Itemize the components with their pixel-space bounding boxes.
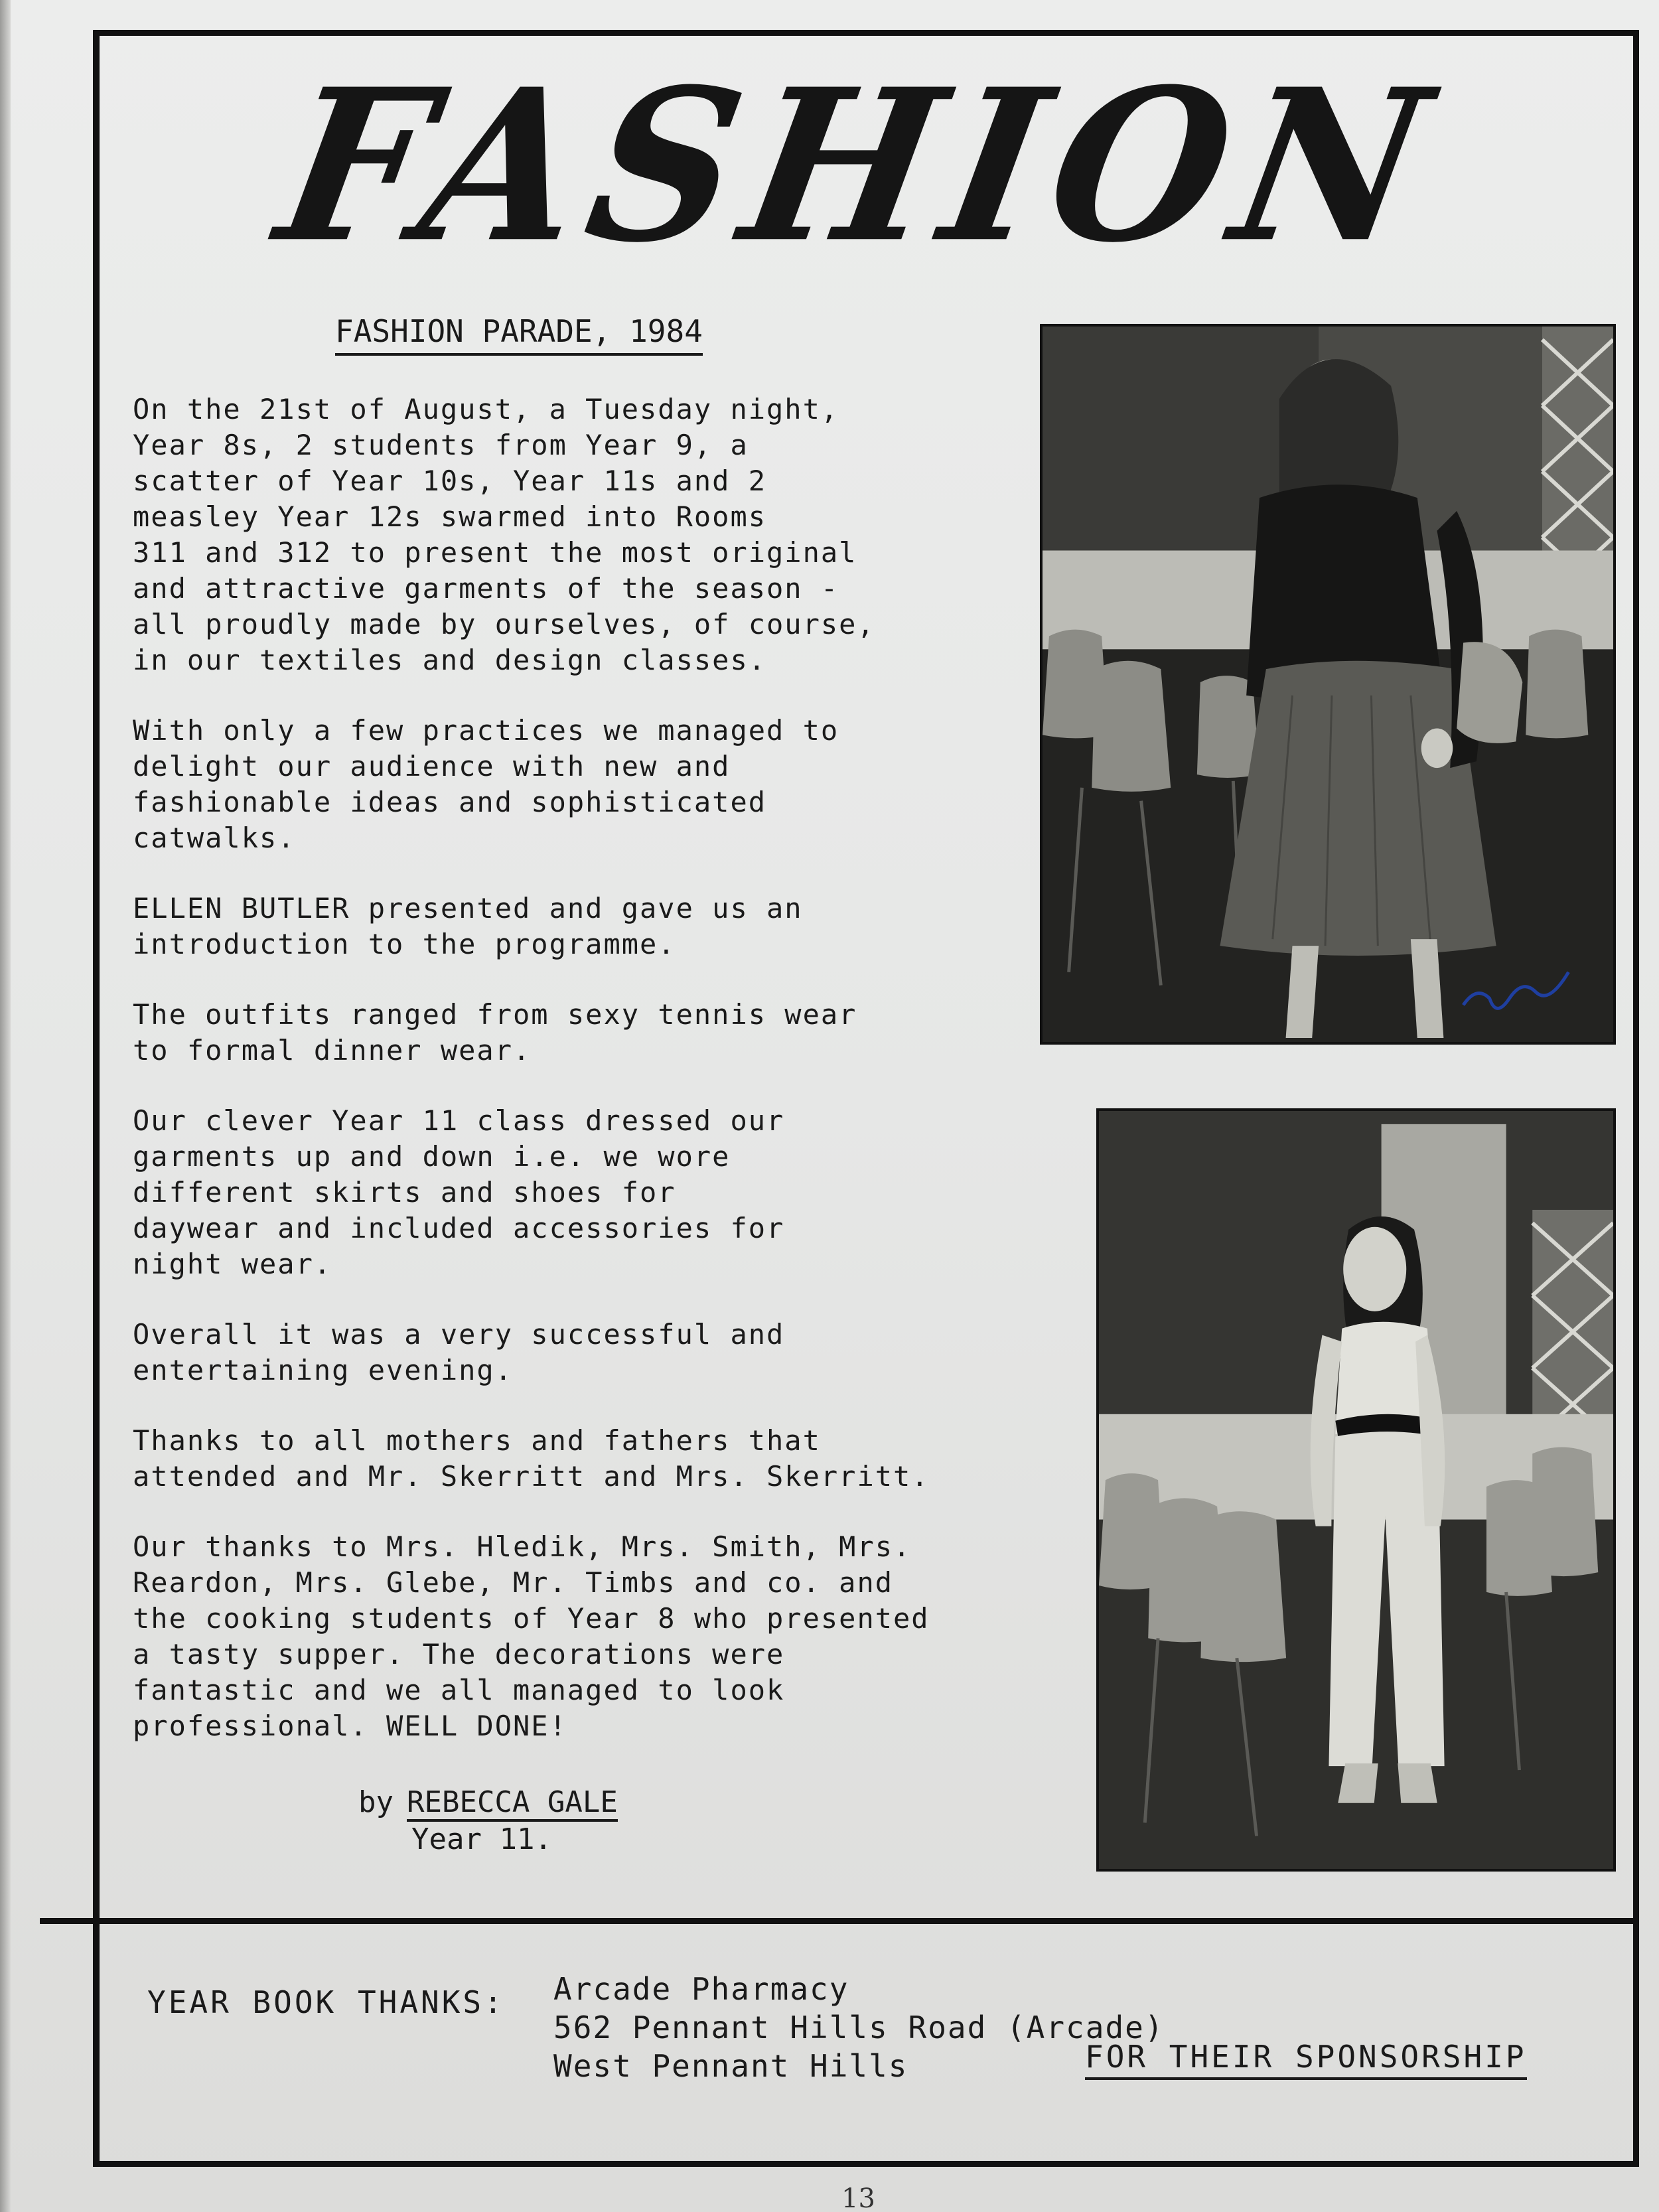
sponsor-suburb: West Pennant Hills [553, 2048, 908, 2084]
sponsor-street: 562 Pennant Hills Road (Arcade) [553, 2010, 1165, 2045]
article-paragraph: Overall it was a very successful and entertaining evening. [133, 1318, 785, 1386]
article-paragraph: Thanks to all mothers and fathers that attended and Mr. Skerritt and Mrs. Skerritt. [133, 1424, 930, 1493]
byline-author: REBECCA GALE [407, 1785, 618, 1822]
byline-prefix: by [358, 1785, 394, 1819]
binding-spine [0, 0, 11, 2212]
article-subtitle: FASHION PARADE, 1984 [335, 313, 703, 356]
sponsorship-note: FOR THEIR SPONSORSHIP [1085, 2039, 1527, 2080]
photo-1-image [1043, 327, 1613, 1042]
article-byline [358, 1784, 618, 1858]
footer-thanks-label: YEAR BOOK THANKS: [147, 1984, 505, 2020]
page-number: 13 [841, 2183, 875, 2212]
photo-2-image [1099, 1111, 1613, 1869]
article-paragraph: Our thanks to Mrs. Hledik, Mrs. Smith, Mrs. Reardon, Mrs. Glebe, Mr. Timbs and co. and the cooking students of Year 8 who presented a tasty supper. The decorations were fantastic and we all managed to look professional. WELL DONE! [133, 1530, 930, 1742]
sponsor-name: Arcade Pharmacy [553, 1971, 849, 2007]
fashion-photo-1 [1040, 324, 1616, 1045]
article-paragraph: The outfits ranged from sexy tennis wear to formal dinner wear. [133, 998, 857, 1067]
footer-divider [40, 1918, 1639, 1924]
sponsor-address [553, 1970, 1165, 2085]
article-paragraph: ELLEN BUTLER presented and gave us an introduction to the programme. [133, 892, 803, 960]
byline-class: Year 11. [411, 1822, 552, 1856]
article-body [133, 392, 1062, 1779]
page-heading: FASHION [263, 42, 1455, 289]
fashion-photo-2 [1096, 1108, 1616, 1872]
article-paragraph: On the 21st of August, a Tuesday night, Year 8s, 2 students from Year 9, a scatter of Year 10s, Year 11s and 2 measley Year 12s swarmed into Rooms 311 and 312 to present the most original and attractive garments of the season - all proudly made by ourselves, of course, in our textiles and design classes. [133, 393, 875, 676]
article-paragraph: With only a few practices we managed to delight our audience with new and fashionable ideas and sophisticated catwalks. [133, 714, 839, 854]
article-paragraph: Our clever Year 11 class dressed our garments up and down i.e. we wore different skirts and shoes for daywear and included accessories for night wear. [133, 1104, 785, 1280]
